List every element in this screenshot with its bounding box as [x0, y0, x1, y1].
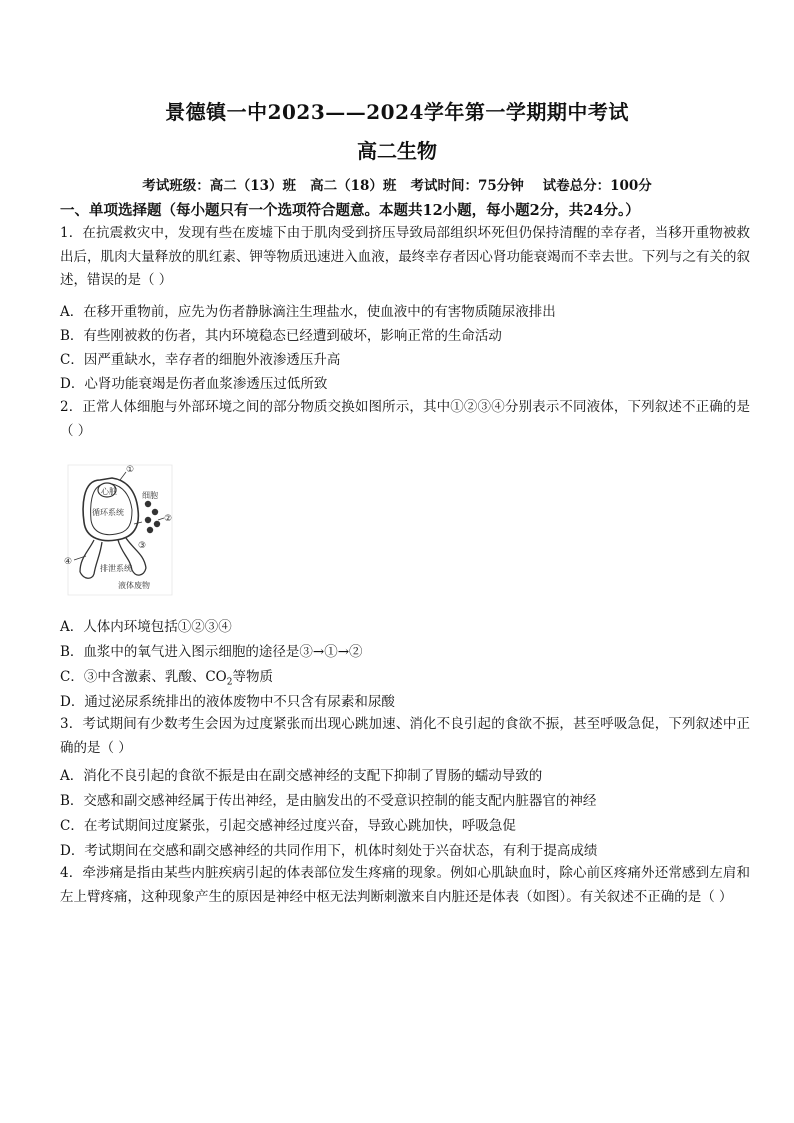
question-1-option-a: A．在移开重物前，应先为伤者静脉滴注生理盐水，使血液中的有害物质随尿液排出: [60, 304, 556, 320]
question-2-option-c: C．③中含激素、乳酸、$CO_2$等物质: [60, 669, 273, 688]
question-3-option-c: C．在考试期间过度紧张，引起交感神经过度兴奋，导致心跳加快，呼吸急促: [60, 818, 516, 834]
question-1-option-d: D．心肾功能衰竭是伤者血浆渗透压过低所致: [60, 376, 328, 392]
section-heading: 一、单项选择题（每小题只有一个选项符合题意。本题共12小题，每小题2分，共24分。）: [60, 202, 640, 219]
circulation-system-label: 循环系统: [92, 508, 124, 517]
question-3-stem: 3．考试期间有少数考生会因为过度紧张而出现心跳加速、消化不良引起的食欲不振，甚至呼吸急促，下列叙述中正确的是（ ）: [60, 716, 750, 756]
cell-label: 细胞: [142, 491, 158, 500]
question-2-stem: 2．正常人体细胞与外部环境之间的部分物质交换如图所示，其中①②③④分别表示不同液体，下列叙述不正确的是（ ）: [60, 399, 750, 439]
question-2-option-a: A．人体内环境包括①②③④: [60, 619, 232, 635]
question-3-option-b: B．交感和副交感神经属于传出神经，是由脑发出的不受意识控制的能支配内脏器官的神经: [60, 793, 597, 809]
question-3-option-a: A．消化不良引起的食欲不振是由在副交感神经的支配下抑制了胃肠的蠕动导致的: [60, 768, 543, 784]
exam-info: 考试班级：高二（13）班 高二（18）班 考试时间：75分钟 试卷总分：100分: [142, 178, 652, 194]
question-1-option-c: C．因严重缺水，幸存者的细胞外液渗透压升高: [60, 352, 341, 368]
marker-3: ③: [138, 541, 147, 551]
fluid-exchange-svg: [60, 460, 184, 600]
marker-1: ①: [126, 465, 135, 475]
liquid-waste-label: 液体废物: [118, 581, 150, 590]
question-3-option-d: D．考试期间在交感和副交感神经的共同作用下，机体时刻处于兴奋状态，有利于提高成绩: [60, 843, 598, 859]
question-1-option-b: B．有些刚被救的伤者，其内环境稳态已经遭到破坏，影响正常的生命活动: [60, 328, 502, 344]
question-4-stem: 4．牵涉痛是指由某些内脏疾病引起的体表部位发生疼痛的现象。例如心肌缺血时，除心前区疼痛外还常感到左肩和左上臂疼痛，这种现象产生的原因是神经中枢无法判断刺激来自内脏还是体表（如图）。有关叙述不正确的是（ ）: [60, 865, 750, 905]
marker-2: ②: [164, 514, 173, 524]
marker-4: ④: [64, 557, 73, 567]
fluid-exchange-diagram: [60, 460, 184, 600]
excretion-system-label: 排泄系统: [100, 564, 132, 573]
question-2-option-d: D．通过泌尿系统排出的液体废物中不只含有尿素和尿酸: [60, 694, 395, 710]
heart-label: 心脏: [101, 487, 117, 496]
exam-title: 景德镇一中2023——2024学年第一学期期中考试: [165, 100, 629, 124]
question-1-stem: 1．在抗震救灾中，发现有些在废墟下由于肌肉受到挤压导致局部组织坏死但仍保持清醒的幸存者，当移开重物被救出后，肌肉大量释放的肌红素、钾等物质迅速进入血液，最终幸存者因心肾功能衰竭而不幸去世。下列与之有关的叙述，错误的是（ ）: [60, 225, 750, 288]
question-2-option-b: B．血浆中的氧气进入图示细胞的途径是③→①→②: [60, 644, 363, 660]
exam-subject: 高二生物: [357, 139, 437, 163]
